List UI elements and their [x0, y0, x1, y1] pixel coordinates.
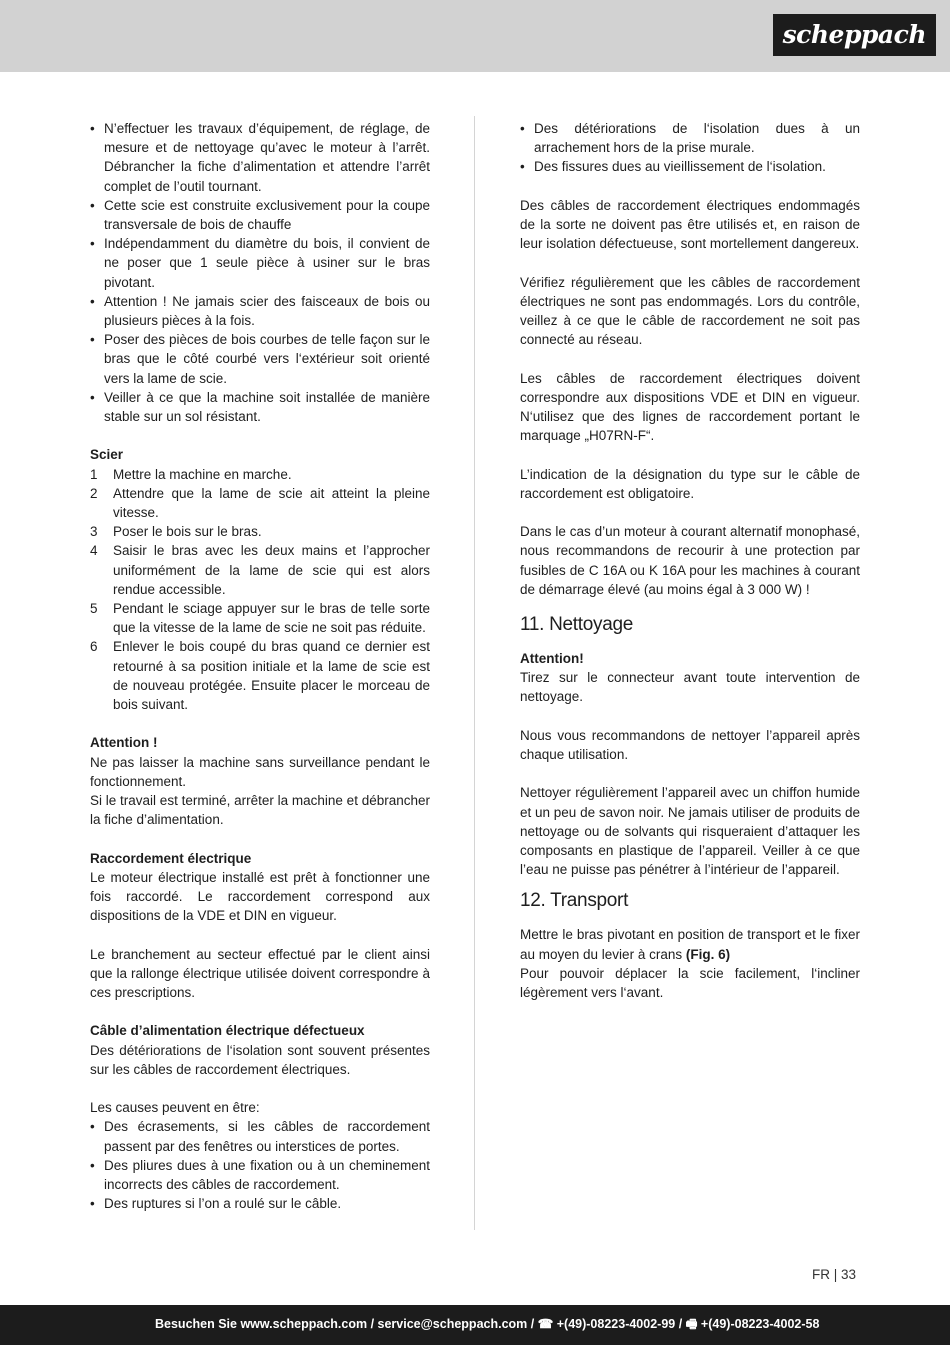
- list-item: • Cette scie est construite exclusivement pour la coupe transversale de bois de chauffe: [90, 196, 430, 234]
- step-number: 5: [90, 601, 98, 617]
- step-text: Attendre que la lame de scie ait atteint la pleine vitesse.: [113, 485, 430, 521]
- list-item: • Veiller à ce que la machine soit installée de manière stable sur un sol résistant.: [90, 388, 430, 426]
- step-text: Saisir le bras avec les deux mains et l’approcher uniformément de la lame de scie qui est alors rendue accessible.: [113, 543, 430, 597]
- step-text: Pendant le sciage appuyer sur le bras de telle sorte que la vitesse de la lame de scie ne soit pas réduite.: [113, 601, 430, 636]
- list-item: • Des ruptures si l’on a roulé sur le câble.: [90, 1194, 430, 1213]
- body-paragraph: Pour pouvoir déplacer la scie facilement, l‘incliner légèrement vers l‘avant.: [520, 965, 860, 1001]
- body-paragraph: Dans le cas d’un moteur à courant alternatif monophasé, nous recommandons de recourir à une protection par fusibles de C 16A ou K 16A pour les machines à courant de démarrage élevé (au moins égal à 3 000 W) !: [520, 524, 860, 597]
- cable-paragraph: Des détériorations de l‘isolation sont souvent présentes sur les câbles de raccordement électriques.: [90, 1042, 430, 1077]
- attention-paragraph: Si le travail est terminé, arrêter la machine et débrancher la fiche d’alimentation.: [90, 793, 430, 828]
- raccordement-paragraph: Le moteur électrique installé est prêt à fonctionner une fois raccordé. Le raccordement correspond aux dispositions de la VDE et DIN en vigueur.: [90, 869, 430, 924]
- raccordement-paragraph: Le branchement au secteur effectué par le client ainsi que la rallonge électrique utilisée doivent correspondre à ces prescriptions.: [90, 946, 430, 1001]
- figure-reference: (Fig. 6): [685, 946, 731, 962]
- header-band: [0, 0, 950, 72]
- list-item: [90, 484, 430, 522]
- section-name: Nettoyage: [549, 614, 634, 635]
- transport-text: Mettre le bras pivotant en position de transport et le fixer au moyen du levier à crans: [520, 927, 860, 962]
- list-item: • Des pliures dues à une fixation ou à un cheminement incorrects des câbles de raccordement.: [90, 1156, 430, 1194]
- scier-heading: Scier: [90, 447, 124, 463]
- body-paragraph: L’indication de la désignation du type sur le câble de raccordement est obligatoire.: [520, 466, 860, 501]
- list-item: [90, 522, 430, 541]
- list-item: • Indépendamment du diamètre du bois, il convient de ne poser que 1 seule pièce à usiner sur le bras pivotant.: [90, 234, 430, 292]
- body-paragraph: Nettoyer régulièrement l’appareil avec un chiffon humide et un peu de savon noir. Ne jamais utiliser de produits de nettoyage ou de solvants qui risqueraient d’attaquer les composants en plastique de l’appareil. Veiller à ce que l’eau ne puisse pas pénétrer à l’intérieur de l’appareil.: [520, 785, 860, 878]
- body-paragraph: [520, 925, 860, 963]
- footer-contact-line: Besuchen Sie www.scheppach.com / service@scheppach.com / ☎ +(49)-08223-4002-99 / 🖷 +(49)-08223-4002-58: [155, 1317, 820, 1331]
- body-paragraph: Vérifiez régulièrement que les câbles de raccordement électriques ne sont pas endommagés. Lors du contrôle, veillez à ce que le câble de raccordement ne soit pas connecté au réseau.: [520, 274, 860, 348]
- left-column: [90, 119, 430, 1213]
- page-number: FR | 33: [812, 1267, 857, 1282]
- section-number: 12.: [520, 890, 546, 912]
- safety-bullet-list: [90, 119, 430, 426]
- brand-logo: scheppach: [773, 14, 936, 56]
- attention-paragraph: Ne pas laisser la machine sans surveillance pendant le fonctionnement.: [90, 754, 430, 789]
- step-text: Mettre la machine en marche.: [113, 466, 292, 482]
- section-11-title: [520, 613, 860, 637]
- list-item: • Attention ! Ne jamais scier des faisceaux de bois ou plusieurs pièces à la fois.: [90, 292, 430, 330]
- body-paragraph: Des câbles de raccordement électriques endommagés de la sorte ne doivent pas être utilisés et, en raison de leur isolation défectueuse, sont mortellement dangereux.: [520, 197, 860, 252]
- step-text: Enlever le bois coupé du bras quand ce dernier est retourné à sa position initiale et la lame de scie est de nouveau protégée. Ensuite placer le morceau de bois suivant.: [113, 639, 430, 713]
- section-name: Transport: [550, 890, 629, 912]
- cable-heading: Câble d’alimentation électrique défectueux: [90, 1023, 365, 1039]
- step-text: Poser le bois sur le bras.: [113, 524, 262, 540]
- raccordement-heading: Raccordement électrique: [90, 850, 252, 866]
- causes-intro: Les causes peuvent en être:: [90, 1100, 260, 1116]
- list-item: [90, 599, 430, 637]
- list-item: [90, 465, 430, 484]
- list-item: • N’effectuer les travaux d’équipement, de réglage, de mesure et de nettoyage qu’avec le moteur à l’arrêt. Débrancher la fiche d’alimentation et attendre l’arrêt complet de l’outil tournant.: [90, 119, 430, 196]
- section-12-title: [520, 889, 860, 913]
- step-number: 2: [90, 485, 98, 501]
- right-column: [520, 119, 860, 1002]
- scier-steps: [90, 465, 430, 715]
- step-number: 1: [90, 466, 98, 482]
- causes-bullet-list: [90, 1117, 430, 1213]
- step-number: 4: [90, 543, 98, 559]
- insulation-bullet-list: [520, 119, 860, 177]
- step-number: 3: [90, 524, 98, 540]
- list-item: • Des écrasements, si les câbles de raccordement passent par des fenêtres ou interstices de portes.: [90, 1117, 430, 1155]
- body-paragraph: Les câbles de raccordement électriques doivent correspondre aux dispositions VDE et DIN en vigueur. N‘utilisez que des lignes de raccordement portant le marquage „H07RN-F“.: [520, 370, 860, 444]
- nettoyage-attention-heading: Attention!: [520, 651, 584, 666]
- section-number: 11.: [520, 614, 545, 635]
- body-paragraph: Nous vous recommandons de nettoyer l’appareil après chaque utilisation.: [520, 727, 860, 762]
- body-paragraph: Tirez sur le connecteur avant toute intervention de nettoyage.: [520, 670, 860, 705]
- step-number: 6: [90, 639, 98, 655]
- list-item: [90, 541, 430, 599]
- column-divider: [474, 116, 475, 1230]
- list-item: • Des détériorations de l‘isolation dues à un arrachement hors de la prise murale.: [520, 119, 860, 157]
- list-item: [90, 637, 430, 714]
- list-item: • Poser des pièces de bois courbes de telle façon sur le bras que le côté courbé vers l‘extérieur soit orienté vers la lame de scie.: [90, 330, 430, 388]
- list-item: • Des fissures dues au vieillissement de l‘isolation.: [520, 157, 860, 176]
- attention-heading: Attention !: [90, 735, 158, 751]
